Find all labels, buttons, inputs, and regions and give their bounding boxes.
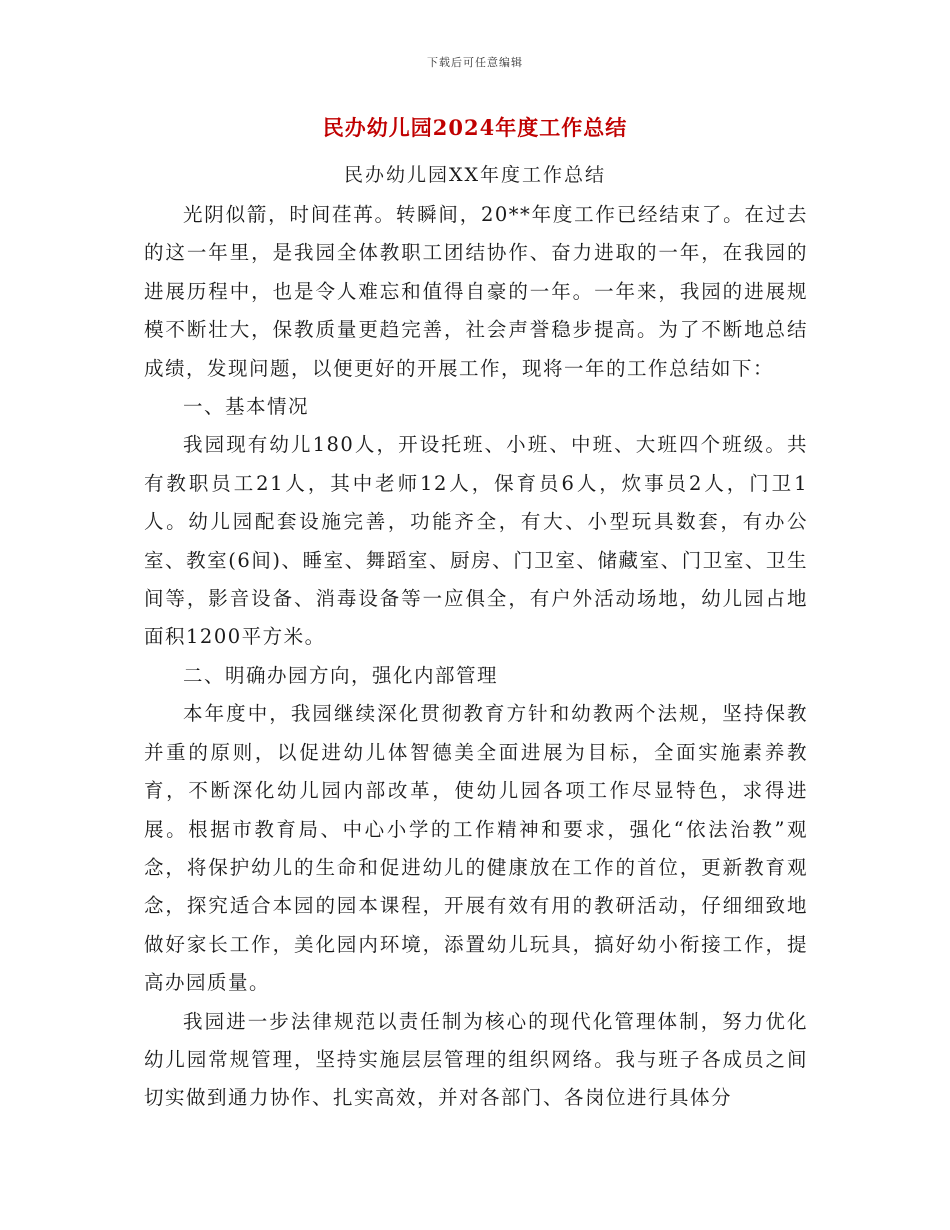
document-body (144, 196, 808, 1118)
paragraph-management-2: 我园进一步法律规范以责任制为核心的现代化管理体制，努力优化幼儿园常规管理，坚持实施层层管理的组织网络。我与班子各成员之间切实做到通力协作、扎实高效，并对各部门、各岗位进行具体分 (144, 1009, 808, 1110)
section-heading-management: 二、明确办园方向，强化内部管理 (183, 663, 499, 687)
paragraph-management-1: 本年度中，我园继续深化贯彻教育方针和幼教两个法规，坚持保教并重的原则，以促进幼儿体智德美全面进展为目标，全面实施素养教育，不断深化幼儿园内部改革，使幼儿园各项工作尽显特色，求得进展。根据市教育局、中心小学的工作精神和要求，强化“依法治教”观念，将保护幼儿的生命和促进幼儿的健康放在工作的首位，更新教育观念，探究适合本园的园本课程，开展有效有用的教研活动，仔细细致地做好家长工作，美化园内环境，添置幼儿玩具，搞好幼小衔接工作，提高办园质量。 (144, 702, 808, 995)
document-subtitle: 民办幼儿园XX年度工作总结 (343, 164, 607, 186)
paragraph-intro: 光阴似箭，时间荏苒。转瞬间，20**年度工作已经结束了。在过去的这一年里，是我园全体教职工团结协作、奋力进取的一年，在我园的进展历程中，也是令人难忘和值得自豪的一年。一年来，我园的进展规模不断壮大，保教质量更趋完善，社会声誉稳步提高。为了不断地总结成绩，发现问题，以便更好的开展工作，现将一年的工作总结如下： (144, 203, 808, 380)
document-title: 民办幼儿园2024年度工作总结 (322, 115, 628, 140)
paragraph-basic-situation: 我园现有幼儿180人，开设托班、小班、中班、大班四个班级。共有教职员工21人，其中老师12人，保育员6人，炊事员2人，门卫1人。幼儿园配套设施完善，功能齐全，有大、小型玩具数套，有办公室、教室(6间)、睡室、舞蹈室、厨房、门卫室、储藏室、门卫室、卫生间等，影音设备、消毒设备等一应俱全，有户外活动场地，幼儿园占地面积1200平方米。 (144, 433, 808, 649)
header-note: 下载后可任意编辑 (427, 56, 523, 69)
section-heading-basic-situation: 一、基本情况 (183, 395, 310, 419)
